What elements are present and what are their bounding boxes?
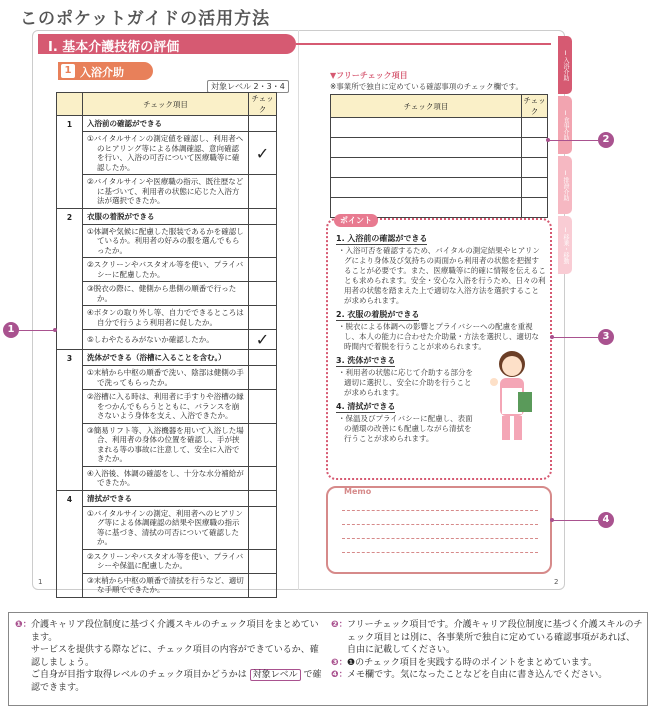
caregiver-illustration [482, 344, 544, 444]
callout-2: 2 [598, 132, 614, 148]
legend-text-3: ❶のチェック項目を実践する時のポイントをまとめています。 [347, 657, 598, 668]
check-item-row [57, 390, 277, 424]
check-item-row [57, 366, 277, 390]
check-item-text: ④ボタンの取り外し等、自力でできるところは自分で行うよう利用者に促したか。 [83, 306, 249, 330]
check-item-row [57, 306, 277, 330]
col-check: チェック [249, 93, 277, 116]
check-item-row [57, 573, 277, 597]
callout-1: 1 [3, 322, 19, 338]
side-tab-bathing[interactable]: Ⅰ入浴介助 [558, 36, 572, 94]
check-cell[interactable] [249, 423, 277, 466]
legend-item-3 [331, 657, 643, 670]
group-number: 1 [57, 116, 83, 209]
header-rule [296, 43, 551, 45]
check-cell[interactable] [249, 466, 277, 490]
callout-4-dot [550, 518, 554, 522]
legend-left [15, 619, 325, 694]
group-check-blank [249, 490, 277, 506]
level-badge: 対象レベル 2・3・4 [207, 80, 289, 93]
free-check-table [330, 94, 548, 218]
legend-mark-4: ❹： [331, 670, 348, 680]
memo-line [342, 552, 538, 553]
callout-4: 4 [598, 512, 614, 528]
subsection-number: 1 [61, 64, 75, 78]
check-item-text: ③脱衣の際に、健側から患側の順番で行ったか。 [83, 282, 249, 306]
check-item-text: ②スクリーンやバスタオル等を使い、プライバシーや保温に配慮したか。 [83, 549, 249, 573]
group-number: 2 [57, 208, 83, 350]
memo-line [342, 510, 538, 511]
check-cell[interactable] [249, 282, 277, 306]
free-row[interactable] [331, 178, 548, 198]
check-item-row [57, 506, 277, 549]
section-title: Ⅰ. 基本介護技術の評価 [48, 40, 180, 55]
point-body: ・保温及びプライバシーに配慮し、表面の循環の改善にも配慮しながら清拭を行うことが求められます。 [338, 414, 473, 443]
col-item: チェック項目 [83, 93, 249, 116]
check-item-text: ②浴槽に入る時は、利用者に手すりや浴槽の縁をつかんでもらうとともに、バランスを崩さないよう身体を支え、入浴できたか。 [83, 390, 249, 424]
page-number-left: 1 [38, 578, 43, 586]
group-number: 3 [57, 350, 83, 491]
point-body: ・利用者の状態に応じて介助する部分を適切に選択し、安全に介助を行うことが求められます。 [338, 368, 473, 397]
section-header [38, 34, 296, 54]
side-tab-transfer[interactable]: Ⅰ移乗・移動 [558, 216, 572, 274]
callout-4-line [552, 520, 598, 521]
check-item-row [57, 132, 277, 175]
point-body: ・脱衣による体調への影響とプライバシーへの配慮を重視し、本人の能力に合わせた介助量・方法を選択し、適切な時間内で着脱を行うことが求められます。 [338, 322, 539, 351]
check-cell[interactable]: ✓ [249, 330, 277, 350]
callout-1-dot [53, 328, 57, 332]
check-cell[interactable] [249, 390, 277, 424]
legend-mark-2: ❷： [331, 620, 348, 630]
page-number-right: 2 [554, 578, 559, 586]
check-group-row [57, 208, 277, 224]
subsection-header [58, 62, 153, 80]
check-item-text: ③簡易リフト等、入浴機器を用いて入浴した場合、利用者の身体の位置を確認し、手が挟まれる等の事故に注意して、安全に入浴できたか。 [83, 423, 249, 466]
free-check-note: ※事業所で独自に定めている確認事項のチェック欄です。 [330, 82, 523, 91]
check-item-text: ①バイタルサインの測定値を確認し、利用者へのヒアリング等による体調確認、意向確認を行い、入浴の可否について医療職等に確認したか。 [83, 132, 249, 175]
page-title: このポケットガイドの活用方法 [20, 9, 271, 29]
group-check-blank [249, 116, 277, 132]
free-check-title: ▼フリーチェック項目 [330, 71, 408, 80]
callout-3: 3 [598, 329, 614, 345]
legend-text-1c-after: で確認できます。 [31, 670, 322, 693]
check-cell[interactable]: ✓ [249, 132, 277, 175]
check-table [56, 92, 277, 598]
check-group-row [57, 350, 277, 366]
subsection-title: 入浴介助 [80, 66, 124, 79]
legend-box [8, 612, 648, 706]
check-cell[interactable] [249, 258, 277, 282]
legend-item-1b [15, 644, 325, 669]
check-cell[interactable] [249, 306, 277, 330]
check-item-row [57, 423, 277, 466]
check-item-text: ④入浴後、体調の確認をし、十分な水分補給ができたか。 [83, 466, 249, 490]
check-cell[interactable] [249, 366, 277, 390]
check-item-row [57, 466, 277, 490]
legend-text-1: 介護キャリア段位制度に基づく介護スキルのチェック項目をまとめています。 [31, 620, 319, 643]
check-item-text: ②スクリーンやバスタオル等を使い、プライバシーに配慮したか。 [83, 258, 249, 282]
legend-text-1b: サービスを提供する際などに、チェック項目の内容ができているか、確認しましょう。 [31, 645, 319, 668]
point-heading: 1. 入浴前の確認ができる [336, 234, 428, 243]
check-item-row [57, 549, 277, 573]
spine-divider [298, 30, 299, 590]
check-cell[interactable] [249, 573, 277, 597]
point-heading: 2. 衣服の着脱ができる [336, 310, 420, 319]
free-row[interactable] [331, 138, 548, 158]
side-tab-meal[interactable]: Ⅰ食事介助 [558, 96, 572, 154]
group-check-blank [249, 350, 277, 366]
check-item-row [57, 282, 277, 306]
free-row[interactable] [331, 158, 548, 178]
callout-3-dot [550, 335, 554, 339]
point-heading: 3. 洗体ができる [336, 356, 396, 365]
group-check-blank [249, 208, 277, 224]
check-item-text: ①体調や気候に配慮した服装であるかを確認しているか。利用者の好みの服を選んでもらったか。 [83, 224, 249, 258]
check-cell[interactable] [249, 549, 277, 573]
memo-line [342, 524, 538, 525]
check-cell[interactable] [249, 506, 277, 549]
group-title: 清拭ができる [83, 490, 249, 506]
free-row[interactable] [331, 118, 548, 138]
side-tabs [558, 36, 572, 276]
memo-box[interactable] [326, 486, 552, 574]
legend-text-2: フリーチェック項目です。介護キャリア段位制度に基づく介護スキルのチェック項目とは別に、各事業所で独自に定めている確認事項があれば、自由に記載してください。 [347, 620, 643, 655]
check-cell[interactable] [249, 175, 277, 209]
check-group-row [57, 490, 277, 506]
side-tab-excretion[interactable]: Ⅰ排泄介助 [558, 156, 572, 214]
legend-item-1 [15, 619, 325, 644]
point-label: ポイント [334, 214, 378, 227]
callout-1-line [19, 330, 55, 331]
legend-item-2 [331, 619, 643, 657]
group-number: 4 [57, 490, 83, 597]
check-cell[interactable] [249, 224, 277, 258]
legend-mark-3: ❸： [331, 657, 348, 668]
check-item-text: ②バイタルサインや医療職の指示、既往歴などに基づいて、利用者の状態に応じた入浴方法が選択できたか。 [83, 175, 249, 209]
check-item-row [57, 258, 277, 282]
check-item-row [57, 224, 277, 258]
callout-2-line [548, 140, 598, 141]
check-item-text: ③末梢から中枢の順番で清拭を行うなど、適切な手順でできたか。 [83, 573, 249, 597]
group-title: 洗体ができる（浴槽に入ることを含む。） [83, 350, 249, 366]
legend-right [331, 619, 643, 682]
check-item-text: ①末梢から中枢の順番で洗い、陰部は健側の手で洗ってもらったか。 [83, 366, 249, 390]
point-heading: 4. 清拭ができる [336, 402, 396, 411]
legend-mark-1: ❶： [15, 620, 32, 630]
memo-label: Memo [344, 487, 372, 496]
callout-3-line [552, 337, 598, 338]
check-item-row [57, 330, 277, 350]
legend-item-4 [331, 669, 643, 682]
callout-2-dot [546, 138, 550, 142]
free-col-item: チェック項目 [331, 95, 522, 118]
group-title: 衣服の着脱ができる [83, 208, 249, 224]
check-item-row [57, 175, 277, 209]
check-item-text: ①バイタルサインの測定、利用者へのヒアリング等による体調確認の結果や医療職の指示等に基づき、清拭の可否について確認したか。 [83, 506, 249, 549]
legend-item-1c [15, 669, 325, 694]
group-title: 入浴前の確認ができる [83, 116, 249, 132]
memo-line [342, 538, 538, 539]
legend-text-4: メモ欄です。気になったことなどを自由に書き込んでください。 [347, 670, 608, 680]
check-group-row [57, 116, 277, 132]
col-no [57, 93, 83, 116]
check-item-text: ⑤しわやたるみがないか確認したか。 [83, 330, 249, 350]
legend-level-badge: 対象レベル [250, 669, 301, 681]
free-col-check: チェック [523, 96, 546, 116]
legend-text-1c-before: ご自身が目指す取得レベルのチェック項目かどうかは [31, 670, 247, 680]
point-body: ・入浴可否を確認するため、バイタルの測定結果やヒアリングにより身体及び気持ちの両面から利用者の状態を把握することが必要です。また、医療職等に的確に情報を伝えることも求められます。安全・安心な入浴を行うため、日々の利用者の状態を踏まえた上で適切な入浴方法を選択することが求められます。 [338, 246, 546, 305]
